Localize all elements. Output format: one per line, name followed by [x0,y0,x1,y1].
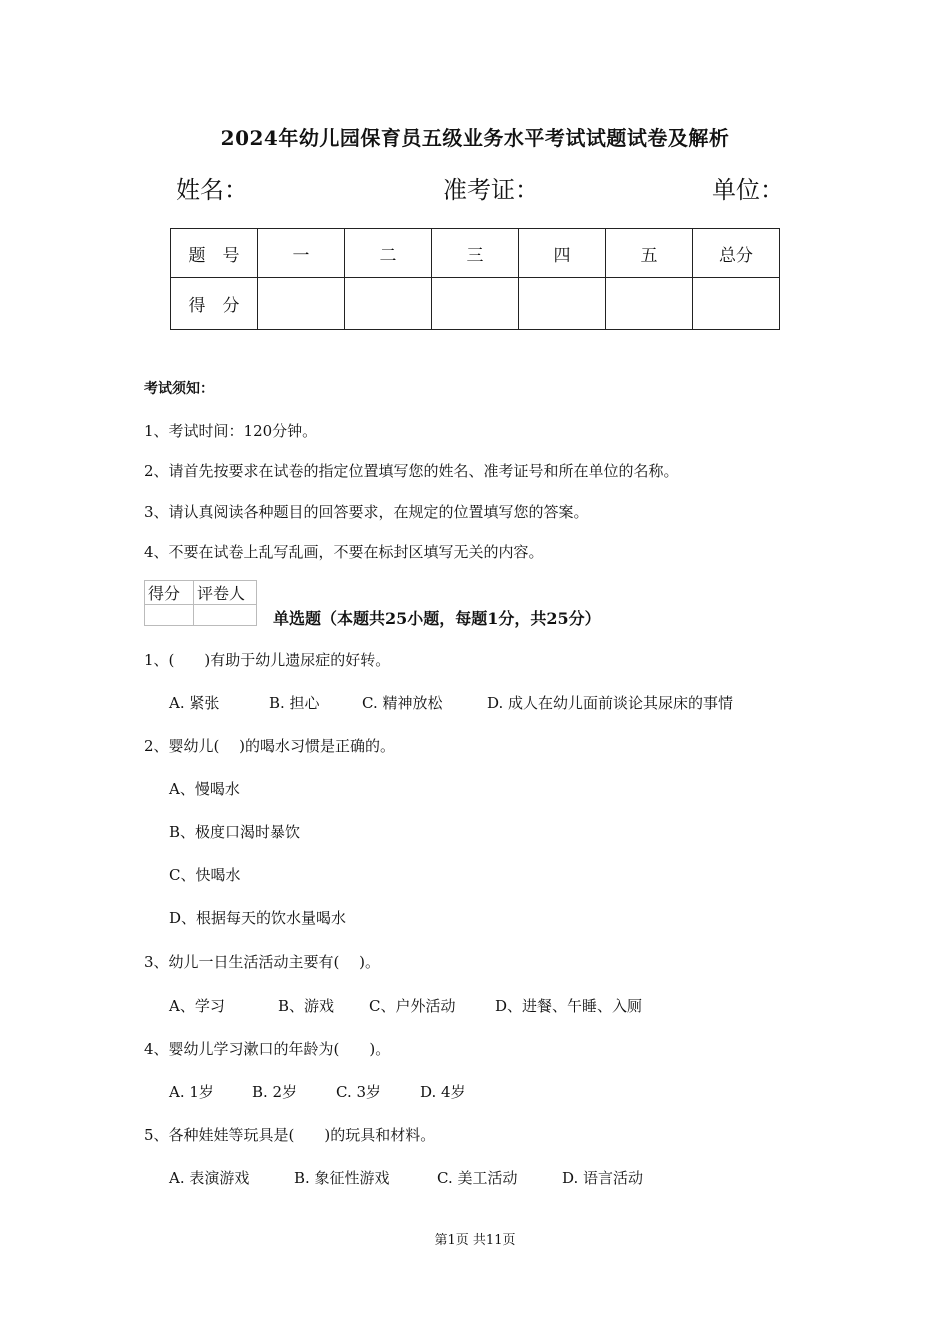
unit-field-label: 单位： [712,176,784,204]
question-1-stem: 1、( )有助于幼儿遗尿症的好转。 [144,651,391,669]
score-cell-2[interactable] [345,278,432,330]
notice-item-4: 4、不要在试卷上乱写乱画，不要在标封区填写无关的内容。 [144,543,544,561]
header-cell-3: 三 [432,229,519,278]
grader-score-cell[interactable] [145,605,194,626]
question-4-stem: 4、婴幼儿学习漱口的年龄为( )。 [144,1040,391,1058]
question-3-option-c: C、户外活动 [369,997,456,1015]
question-1-option-b: B. 担心 [269,694,320,712]
question-5-stem: 5、各种娃娃等玩具是( )的玩具和材料。 [144,1126,436,1144]
question-3-option-d: D、进餐、午睡、入厕 [495,997,643,1015]
header-cell-1: 一 [258,229,345,278]
question-3-option-a: A、学习 [169,997,225,1015]
exam-id-field-label: 准考证： [443,176,539,204]
question-5-option-b: B. 象征性游戏 [294,1169,390,1187]
score-row-label: 得 分 [171,278,258,330]
question-3-stem: 3、幼儿一日生活活动主要有( )。 [144,953,381,971]
question-1-option-c: C. 精神放松 [362,694,443,712]
question-3-option-b: B、游戏 [278,997,335,1015]
candidate-fields [0,170,950,204]
notice-item-3: 3、请认真阅读各种题目的回答要求，在规定的位置填写您的答案。 [144,503,589,521]
header-cell-number: 题 号 [171,229,258,278]
question-5-option-a: A. 表演游戏 [169,1169,250,1187]
notice-title: 考试须知： [144,381,214,397]
question-4-option-a: A. 1岁 [169,1083,214,1101]
question-5-option-d: D. 语言活动 [562,1169,644,1187]
notice-item-2: 2、请首先按要求在试卷的指定位置填写您的姓名、准考证号和所在单位的名称。 [144,462,679,480]
score-table-score-row [171,278,780,330]
notice-item-1: 1、考试时间：120分钟。 [144,422,318,440]
question-4-option-b: B. 2岁 [252,1083,298,1101]
question-2-option-c: C、快喝水 [169,866,241,884]
score-cell-4[interactable] [519,278,606,330]
grader-name-label: 评卷人 [194,581,257,605]
score-cell-5[interactable] [606,278,693,330]
grader-box [144,580,257,626]
question-1-option-d: D. 成人在幼儿面前谈论其尿床的事情 [487,694,734,712]
grader-input-row [145,605,257,626]
score-cell-3[interactable] [432,278,519,330]
page-footer: 第1页 共11页 [434,1233,516,1248]
score-table [170,228,780,330]
header-cell-4: 四 [519,229,606,278]
header-cell-5: 五 [606,229,693,278]
header-cell-total: 总分 [693,229,780,278]
question-5-option-c: C. 美工活动 [437,1169,518,1187]
question-2-option-a: A、慢喝水 [169,780,240,798]
grader-header-row [145,581,257,605]
question-1-option-a: A. 紧张 [169,694,220,712]
question-2-stem: 2、婴幼儿( )的喝水习惯是正确的。 [144,737,396,755]
page-title: 2024年幼儿园保育员五级业务水平考试试题试卷及解析 [220,126,730,150]
score-table-header-row [171,229,780,278]
score-cell-total[interactable] [693,278,780,330]
question-2-option-d: D、根据每天的饮水量喝水 [169,909,347,927]
grader-score-label: 得分 [145,581,194,605]
grader-name-cell[interactable] [194,605,257,626]
score-cell-1[interactable] [258,278,345,330]
section-title: 单选题（本题共25小题，每题1分，共25分） [273,609,601,628]
header-cell-2: 二 [345,229,432,278]
question-4-option-d: D. 4岁 [420,1083,466,1101]
question-4-option-c: C. 3岁 [336,1083,382,1101]
question-2-option-b: B、极度口渴时暴饮 [169,823,301,841]
name-field-label: 姓名： [176,176,248,204]
